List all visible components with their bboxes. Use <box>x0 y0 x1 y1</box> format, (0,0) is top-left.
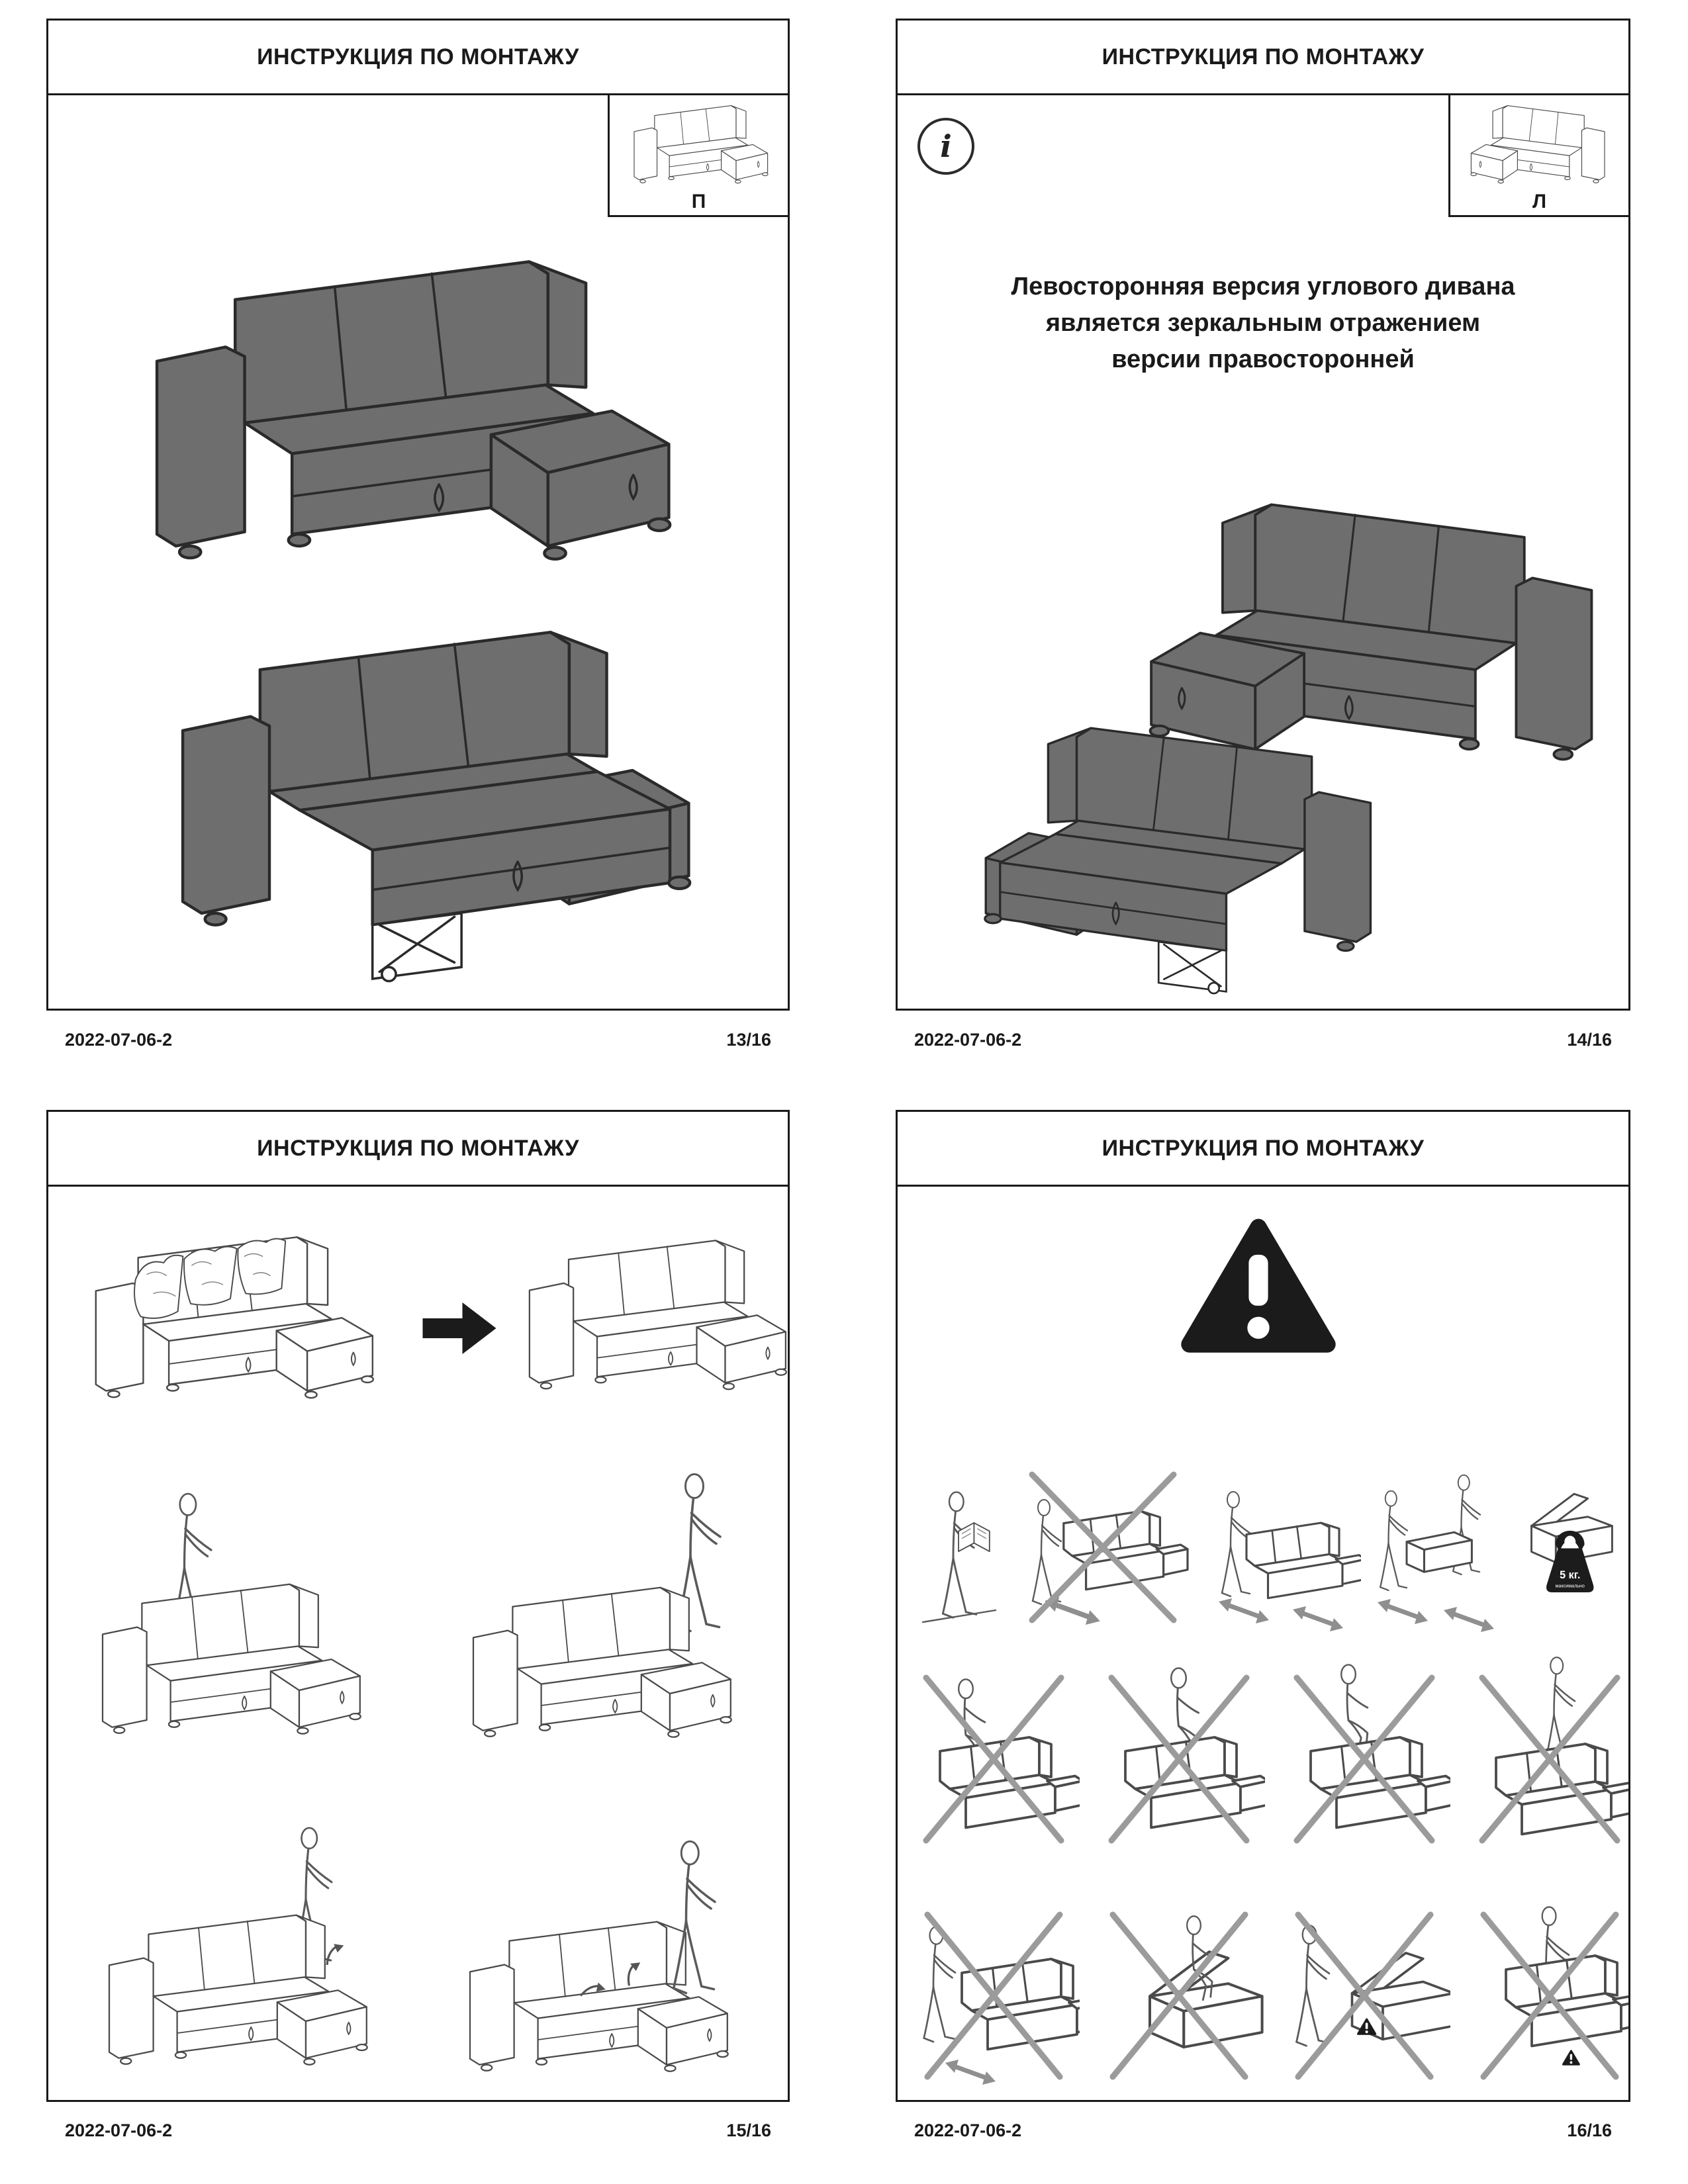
bed-pullout-warning-figure <box>1464 1878 1628 2097</box>
page-15-footer <box>46 2120 790 2141</box>
page-header <box>898 21 1628 95</box>
carry-with-two-people-figure <box>1199 1465 1361 1633</box>
sofa-cushions-neat-figure <box>512 1233 788 1412</box>
page-number: 15/16 <box>726 2120 771 2140</box>
mirror-note-line: версии правосторонней <box>1111 345 1415 373</box>
page-16 <box>896 1110 1630 2102</box>
mirror-note-line: является зеркальным отражением <box>1045 309 1481 337</box>
do-not-sit-in-storage-figure <box>1093 1878 1265 2097</box>
orientation-label: Л <box>1532 191 1547 212</box>
adjust-seat-figure <box>445 1815 788 2093</box>
page-title: ИНСТРУКЦИЯ ПО МОНТАЖУ <box>257 1135 579 1161</box>
page-header <box>898 1112 1628 1187</box>
storage-pinch-warning-figure <box>1278 1878 1450 2097</box>
mirror-note-line: Левосторонняя версия углового дивана <box>1011 273 1515 300</box>
page-13-footer <box>46 1030 790 1050</box>
storage-max-load-figure <box>1503 1451 1628 1637</box>
page-14-footer <box>896 1030 1630 1050</box>
page-13 <box>46 19 790 1011</box>
orientation-thumbnail-right <box>608 95 788 217</box>
sofa-cushions-unfluffed-figure <box>75 1223 386 1422</box>
adjust-chaise-cushion-figure <box>78 1815 422 2093</box>
lift-back-cushion-figure <box>442 1465 780 1769</box>
page-14 <box>896 19 1630 1011</box>
doc-date: 2022-07-06-2 <box>914 1030 1022 1050</box>
do-not-sit-on-backrest-figure <box>908 1650 1080 1855</box>
page-title: ИНСТРУКЦИЯ ПО МОНТАЖУ <box>1102 1135 1425 1161</box>
page-header <box>48 21 788 95</box>
page-16-footer <box>896 2120 1630 2141</box>
do-not-stand-on-seat-figure <box>1464 1650 1628 1855</box>
page-number: 14/16 <box>1567 1030 1612 1050</box>
page-number: 13/16 <box>726 1030 771 1050</box>
corner-sofa-assembled-figure <box>121 248 690 603</box>
corner-sofa-left-thumb-icon <box>1464 102 1616 195</box>
page-15 <box>46 1110 790 2102</box>
orientation-thumbnail-left <box>1448 95 1628 217</box>
mirror-note <box>898 269 1628 378</box>
step-arrow-icon <box>422 1302 496 1354</box>
corner-sofa-left-bed-extended-figure <box>934 717 1397 1009</box>
page-16-body <box>898 1187 1628 2100</box>
weight-sublabel: максимально <box>1555 1583 1585 1589</box>
do-not-push-alone-figure <box>908 1878 1080 2097</box>
page-15-body <box>48 1187 788 2100</box>
page-header <box>48 1112 788 1187</box>
doc-date: 2022-07-06-2 <box>65 1030 173 1050</box>
page-number: 16/16 <box>1567 2120 1612 2140</box>
info-icon-glyph: i <box>940 128 952 164</box>
doc-date: 2022-07-06-2 <box>914 2120 1022 2140</box>
corner-sofa-right-thumb-icon <box>623 102 775 195</box>
page-14-body <box>898 95 1628 1009</box>
place-back-cushions-figure <box>78 1478 402 1769</box>
orientation-label: П <box>691 191 706 212</box>
small-warning-triangle-icon <box>1563 2051 1579 2064</box>
doc-date: 2022-07-06-2 <box>65 2120 173 2140</box>
page-title: ИНСТРУКЦИЯ ПО МОНТАЖУ <box>257 44 579 69</box>
read-instructions-figure <box>917 1471 1004 1633</box>
carry-chaise-with-two-figure <box>1364 1461 1500 1633</box>
corner-sofa-bed-extended-figure <box>148 618 757 1005</box>
weight-label: 5 кг. <box>1560 1569 1581 1582</box>
warning-triangle-icon <box>1176 1210 1341 1354</box>
page-title: ИНСТРУКЦИЯ ПО МОНТАЖУ <box>1102 44 1425 69</box>
do-not-climb-on-backrest-figure <box>1093 1650 1265 1855</box>
do-not-sit-on-armrest-figure <box>1278 1650 1450 1855</box>
do-not-move-alone-figure <box>1013 1458 1189 1635</box>
info-icon <box>917 118 974 175</box>
page-13-body <box>48 95 788 1009</box>
